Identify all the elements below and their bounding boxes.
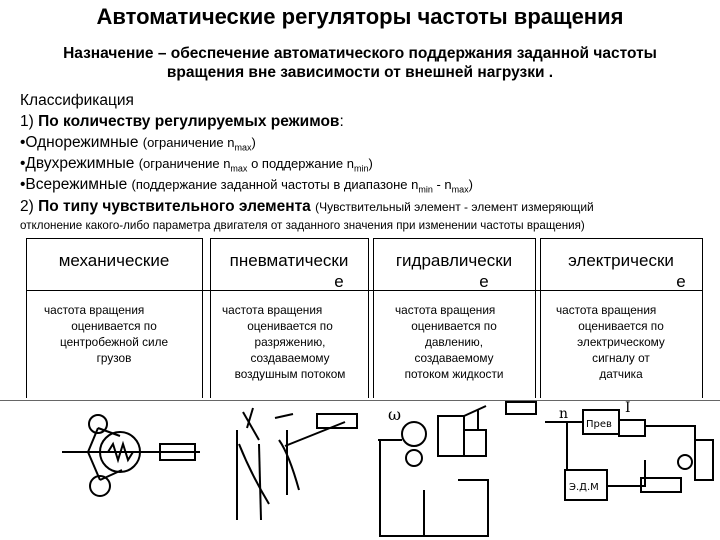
- purpose-line-1: Назначение – обеспечение автоматического поддержания заданной частоты: [63, 45, 657, 62]
- purpose-line-2: вращения вне зависимости от внешней нагрузки .: [166, 64, 554, 81]
- svg-text:I: I: [625, 400, 631, 416]
- header-pneumatic: пневматически е: [229, 251, 349, 291]
- all-mode-label: •Всережимные: [20, 176, 128, 193]
- header-electric: электрически е: [568, 251, 686, 291]
- svg-text:n: n: [559, 406, 569, 422]
- item-2-note: (Чувствительный элемент - элемент измеряющий: [315, 200, 594, 214]
- desc-mechanical: частота вращения оценивается по центробежной силе грузов: [44, 303, 169, 365]
- dual-mode-label: •Двухрежимные: [20, 155, 135, 172]
- single-mode-line: [20, 134, 256, 153]
- all-mode-line: [20, 176, 473, 195]
- header-mechanical: механические: [58, 251, 170, 270]
- pneumatic-governor-sketch: [225, 400, 365, 540]
- desc-electric: частота вращения оценивается по электрическому сигналу от датчика: [556, 303, 665, 380]
- dual-mode-line: [20, 155, 373, 174]
- dual-mode-note: (ограничение $n_{max}$ о поддержание $n_{min}$): [138, 156, 373, 174]
- all-mode-note: (поддержание заданной частоты в диапазоне $n_{min} - n_{max}$): [131, 177, 474, 195]
- single-mode-note: (ограничение $n_{max}$): [142, 135, 256, 153]
- purpose-text: [10, 44, 710, 82]
- svg-text:Э.Д.М: Э.Д.М: [569, 482, 599, 493]
- classification-heading: Классификация: [20, 92, 134, 109]
- item-2-continuation: отклонение какого-либо параметра двигателя от заданного значения при изменении частоты вращения): [20, 219, 585, 232]
- item-2-prefix: 2): [20, 198, 34, 215]
- item-1-prefix: 1): [20, 113, 34, 130]
- classification-item-1: [20, 113, 344, 131]
- hydraulic-governor-sketch: [378, 400, 538, 540]
- electric-governor-sketch: [545, 400, 715, 540]
- single-mode-label: •Однорежимные: [20, 134, 139, 151]
- omega-symbol: ω: [388, 405, 402, 424]
- item-1-colon: :: [339, 113, 344, 130]
- item-2-label: По типу чувствительного элемента: [38, 198, 311, 215]
- desc-hydraulic: частота вращения оценивается по давлению, создаваемому потоком жидкости: [395, 303, 504, 381]
- svg-text:Прев: Прев: [586, 419, 612, 430]
- desc-pneumatic: частота вращения оценивается по разряжению, создаваемому воздушным потоком: [222, 303, 346, 381]
- classification-item-2: [20, 198, 594, 216]
- mechanical-governor-sketch: [60, 400, 210, 540]
- page-title: Автоматические регуляторы частоты вращения: [96, 4, 624, 29]
- header-hydraulic: гидравлически е: [395, 251, 513, 291]
- item-1-label: По количеству регулируемых режимов: [38, 113, 340, 130]
